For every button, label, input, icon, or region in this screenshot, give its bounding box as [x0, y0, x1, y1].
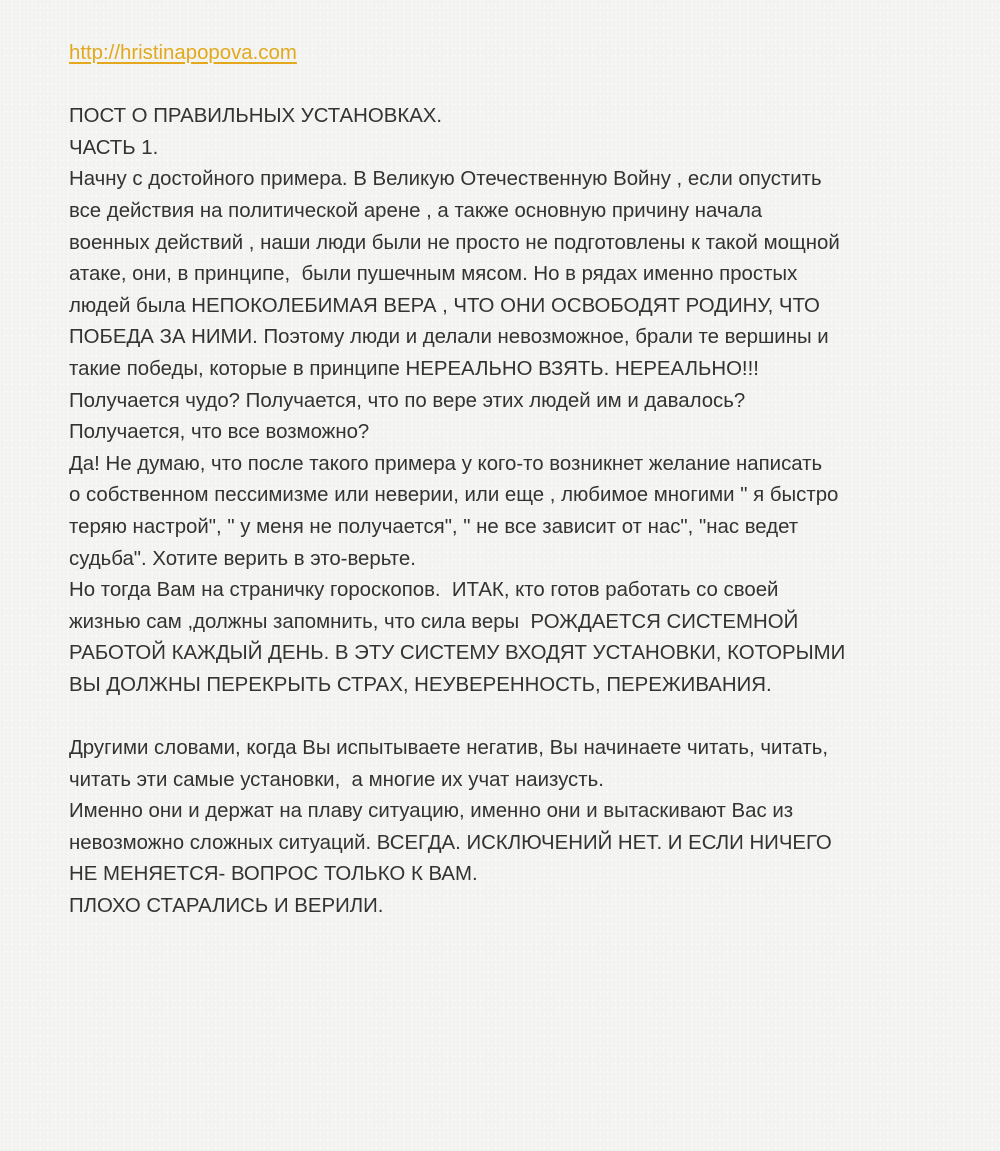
text-line: Начну с достойного примера. В Великую Отечественную Войну , если опустить	[69, 168, 822, 191]
text-line: судьба". Хотите верить в это-верьте.	[69, 547, 416, 570]
text-line: все действия на политической арене , а также основную причину начала	[69, 199, 763, 222]
text-line: жизнью сам ,должны запомнить, что сила веры РОЖДАЕТСЯ СИСТЕМНОЙ	[69, 610, 799, 633]
text-line: ПОСТ О ПРАВИЛЬНЫХ УСТАНОВКАХ.	[69, 105, 443, 128]
text-line: такие победы, которые в принципе НЕРЕАЛЬНО ВЗЯТЬ. НЕРЕАЛЬНО!!!	[69, 357, 759, 380]
text-line: ПОБЕДА ЗА НИМИ. Поэтому люди и делали невозможное, брали те вершины и	[69, 326, 829, 349]
text-line: теряю настрой", " у меня не получается", " не все зависит от нас", "нас ведет	[69, 515, 799, 538]
text-line: невозможно сложных ситуаций. ВСЕГДА. ИСКЛЮЧЕНИЙ НЕТ. И ЕСЛИ НИЧЕГО	[69, 831, 832, 854]
text-line: военных действий , наши люди были не просто не подготовлены к такой мощной	[69, 231, 840, 254]
blank-line	[69, 701, 939, 733]
text-line: Именно они и держат на плаву ситуацию, именно они и вытаскивают Вас из	[69, 800, 794, 823]
paragraph-part2	[69, 733, 939, 923]
website-link[interactable]: http://hristinapopova.com	[69, 42, 297, 64]
text-line: Да! Не думаю, что после такого примера у кого-то возникнет желание написать	[69, 452, 823, 475]
text-line: читать эти самые установки, а многие их учат наизусть.	[69, 768, 604, 791]
text-line: ВЫ ДОЛЖНЫ ПЕРЕКРЫТЬ СТРАХ, НЕУВЕРЕННОСТЬ, ПЕРЕЖИВАНИЯ.	[69, 673, 772, 696]
text-line: Но тогда Вам на страничку гороскопов. ИТАК, кто готов работать со своей	[69, 579, 779, 602]
text-line: людей была НЕПОКОЛЕБИМАЯ ВЕРА , ЧТО ОНИ ОСВОБОДЯТ РОДИНУ, ЧТО	[69, 294, 820, 317]
paragraph-part1	[69, 101, 939, 701]
text-line: атаке, они, в принципе, были пушечным мясом. Но в рядах именно простых	[69, 263, 798, 286]
text-line: НЕ МЕНЯЕТСЯ- ВОПРОС ТОЛЬКО К ВАМ.	[69, 863, 478, 886]
blank-line	[69, 70, 939, 102]
text-line: РАБОТОЙ КАЖДЫЙ ДЕНЬ. В ЭТУ СИСТЕМУ ВХОДЯТ УСТАНОВКИ, КОТОРЫМИ	[69, 642, 846, 665]
note-body[interactable]	[69, 38, 939, 923]
text-line: о собственном пессимизме или неверии, или еще , любимое многими " я быстро	[69, 484, 839, 507]
text-line: ЧАСТЬ 1.	[69, 136, 159, 159]
text-line: Другими словами, когда Вы испытываете негатив, Вы начинаете читать, читать,	[69, 737, 828, 760]
text-line: Получается чудо? Получается, что по вере этих людей им и давалось?	[69, 389, 746, 412]
text-line: ПЛОХО СТАРАЛИСЬ И ВЕРИЛИ.	[69, 895, 384, 918]
text-line: Получается, что все возможно?	[69, 421, 370, 444]
